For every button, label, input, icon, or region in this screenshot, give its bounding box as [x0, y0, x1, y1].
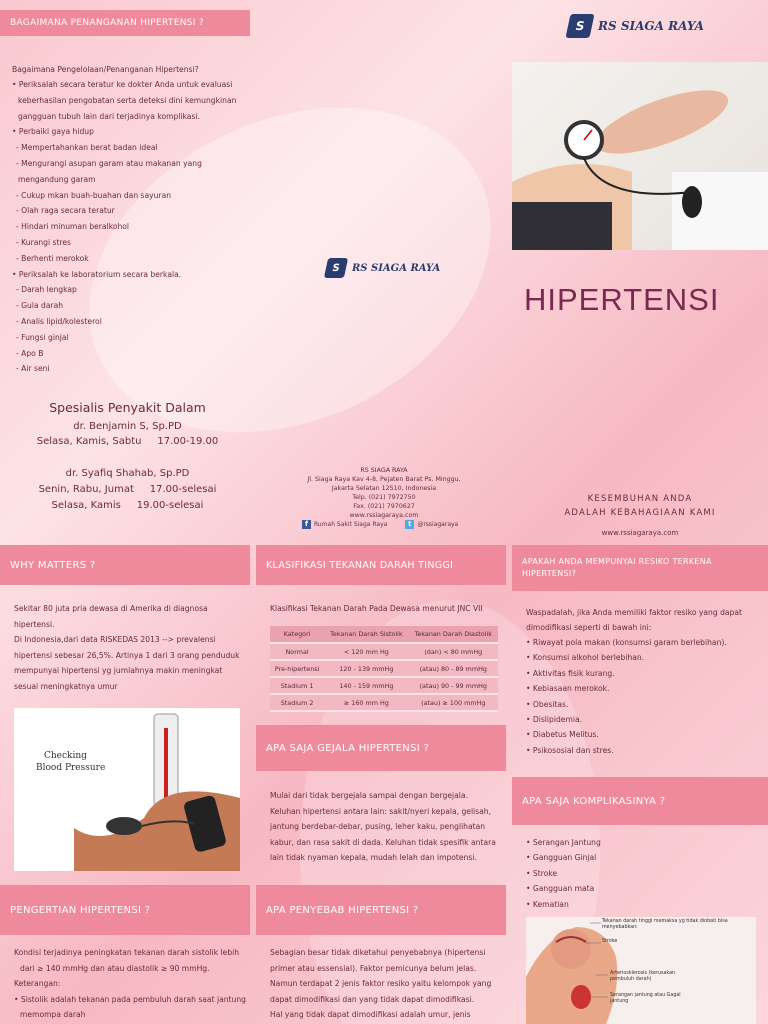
- telephone: Telp. (021) 7972750: [352, 494, 416, 501]
- definition-line: memompa darah: [20, 1010, 86, 1019]
- definition-text: [14, 945, 254, 1023]
- penanganan-line: - Hindari minuman beralkohol: [16, 222, 130, 232]
- cause-line: Hal yang tidak dapat dimodifikasi adalah umur, jenis: [270, 1010, 471, 1019]
- complication-line: • Kematian: [526, 899, 569, 909]
- symptom-line: lain tidak nyaman kepala, mudah lelah dan impotensi.: [270, 853, 477, 862]
- complication-line: • Gangguan mata: [526, 884, 595, 894]
- why-line: Sekitar 80 juta pria dewasa di Amerika di diagnosa: [14, 604, 208, 613]
- table-cell: < 120 mm Hg: [324, 643, 408, 660]
- symptom-line: jantung berdebar-debar, pusing, leher kaku, penglihatan: [270, 822, 486, 831]
- doctor-1: dr. Benjamin S, Sp.PD: [73, 421, 182, 432]
- section-band-penyebab: APA PENYEBAB HIPERTENSI ?: [256, 885, 506, 935]
- risk-line: • Psikososial dan stres.: [526, 745, 614, 755]
- intro: Bagaimana Pengelolaan/Penanganan Hipertensi?: [12, 65, 199, 74]
- table-header: Tekanan Darah Sistolik: [324, 626, 408, 643]
- penanganan-line: - Mengurangi asupan garam atau makanan yang: [16, 158, 202, 168]
- logo-middle: S RS SIAGA RAYA: [326, 258, 440, 278]
- table-cell: (atau) 80 - 89 mmHg: [409, 660, 498, 677]
- table-header: Tekanan Darah Diastolik: [409, 626, 498, 643]
- cause-text: [270, 945, 510, 1023]
- risk-line: • Konsumsi alkohol berlebihan.: [526, 653, 645, 663]
- definition-line: Keterangan:: [14, 979, 61, 988]
- penanganan-line: - Gula darah: [16, 301, 64, 311]
- right-top-panel: [512, 0, 768, 540]
- risk-line: • Diabetus Melitus.: [526, 730, 599, 740]
- section-band-pengertian: PENGERTIAN HIPERTENSI ?: [0, 885, 250, 935]
- social-row: [302, 520, 458, 529]
- table-cell: Normal: [270, 643, 324, 660]
- section-band-klasifikasi: KLASIFIKASI TEKANAN DARAH TINGGI: [256, 545, 506, 585]
- fax: Fax. (021) 7970627: [353, 503, 415, 510]
- checking-bp-image: [14, 708, 240, 871]
- diagram-label-3: Arteriosklerosis (kerusakan pembuluh darah): [610, 971, 676, 982]
- cause-line: Namun terdapat 2 jenis faktor resiko yaitu kelompok yang: [270, 979, 492, 988]
- left-top-panel: [0, 0, 255, 540]
- diagram-label-1: Tekanan darah tinggi memaksa yg tidak diobati bisa menyebabkan:: [602, 919, 728, 930]
- complication-diagram: [526, 917, 756, 1024]
- address-line-1: Jl. Siaga Raya Kav 4-8, Pejaten Barat Ps. Minggu,: [307, 476, 461, 483]
- penanganan-line: • Perbaiki gaya hidup: [12, 127, 94, 137]
- complication-line: • Serangan Jantung: [526, 838, 601, 847]
- symptom-line: kabur, dan rasa sakit di dada. Keluhan tidak spesifik antara: [270, 837, 496, 847]
- tagline-2: ADALAH KEBAHAGIAAN KAMI: [564, 508, 716, 518]
- middle-top-panel: [256, 0, 512, 540]
- tagline-1: KESEMBUHAN ANDA: [587, 494, 693, 504]
- caption-2: Blood Pressure: [36, 763, 106, 773]
- doctor-1-schedule: Selasa, Kamis, Sabtu 17.00-19.00: [36, 436, 219, 447]
- complication-line: • Stroke: [526, 868, 558, 878]
- table-cell: 140 - 159 mmHg: [324, 677, 408, 694]
- complication-list: [526, 835, 766, 912]
- table-cell: (dan) < 80 mmHg: [409, 643, 498, 660]
- why-line: hipertensi.: [14, 619, 55, 629]
- left-bottom-panel: [0, 545, 255, 1024]
- risk-intro-1: Waspadalah, jika Anda memiliki faktor resiko yang dapat: [526, 608, 743, 617]
- definition-line: dari ≥ 140 mmHg dan atau diastolik ≥ 90 mmHg.: [20, 963, 210, 973]
- table-cell: Pre-hipertensi: [270, 660, 324, 677]
- section-band-penanganan: BAGAIMANA PENANGANAN HIPERTENSI ?: [0, 10, 250, 36]
- penanganan-line: - Kurangi stres: [16, 237, 72, 247]
- table-header: Kategori: [270, 626, 324, 643]
- tagline: [512, 492, 768, 540]
- penanganan-line: keberhasilan pengobatan serta deteksi dini kemungkinan: [18, 95, 237, 105]
- penanganan-line: - Mempertahankan berat badan ideal: [16, 143, 158, 153]
- why-line: sesuai meningkatnya umur: [14, 681, 118, 691]
- penanganan-line: - Air seni: [16, 364, 50, 374]
- table-row: [270, 694, 498, 711]
- risk-line: • Kebiasaan merokok.: [526, 684, 610, 694]
- table-title: Klasifikasi Tekanan Darah Pada Dewasa menurut JNC VII: [270, 604, 483, 613]
- address-title: RS SIAGA RAYA: [360, 467, 408, 474]
- caption-1: Checking: [44, 751, 87, 761]
- risk-line: • Obesitas.: [526, 699, 569, 709]
- penanganan-line: - Fungsi ginjal: [16, 332, 69, 342]
- risk-intro-2: dimodifikasi seperti di bawah ini:: [526, 623, 652, 632]
- right-bottom-panel: [512, 545, 768, 1024]
- definition-line: • Sistolik adalah tekanan pada pembuluh darah saat jantung: [14, 994, 246, 1004]
- penanganan-text: [12, 62, 252, 377]
- risk-text: [526, 605, 766, 758]
- penanganan-line: - Analis lipid/kolesterol: [16, 316, 102, 326]
- section-band-resiko: APAKAH ANDA MEMPUNYAI RESIKO TERKENA HIPERTENSI?: [512, 545, 768, 591]
- section-band-komplikasi: APA SAJA KOMPLIKASINYA ?: [512, 777, 768, 825]
- table-cell: Stadium 1: [270, 677, 324, 694]
- address-block: [256, 466, 512, 520]
- table-row: [270, 660, 498, 677]
- address-line-2: Jakarta Selatan 12510, Indonesia: [331, 485, 437, 492]
- section-band-why: WHY MATTERS ?: [0, 545, 250, 585]
- table-cell: (atau) 90 - 99 mmHg: [409, 677, 498, 694]
- risk-line: • Dislipidemia.: [526, 715, 583, 725]
- cause-line: Sebagian besar tidak diketahui penyebabnya (hipertensi: [270, 948, 486, 957]
- table-cell: ≥ 160 mm Hg: [324, 694, 408, 711]
- why-line: hipertensi sebesar 26,5%. Artinya 1 dari 3 orang penduduk: [14, 650, 240, 660]
- logo-right: S RS SIAGA RAYA: [568, 14, 704, 38]
- doctor-2-schedule-1: Senin, Rabu, Jumat 17.00-selesai: [38, 484, 217, 495]
- penanganan-line: gangguan tubuh lain dari terjadinya komplikasi.: [18, 111, 200, 121]
- table-row: [270, 643, 498, 660]
- symptom-text: [270, 788, 510, 866]
- definition-line: Kondisi terjadinya peningkatan tekanan darah sistolik lebih: [14, 948, 240, 957]
- table-cell: (atau) ≥ 100 mmHg: [409, 694, 498, 711]
- logo-mark-icon: S: [324, 258, 348, 278]
- symptom-line: Mulai dari tidak bergejala sampai dengan bergejala.: [270, 791, 468, 800]
- penanganan-line: - Cukup mkan buah-buahan dan sayuran: [16, 190, 172, 200]
- specialist-block: [0, 400, 255, 514]
- website: www.rssiagaraya.com: [349, 512, 419, 519]
- middle-bottom-panel: [256, 545, 512, 1024]
- diagram-label-2: Stroke: [602, 939, 618, 944]
- risk-line: • Riwayat pola makan (konsumsi garam berlebihan).: [526, 638, 727, 647]
- main-title: HIPERTENSI: [524, 282, 720, 317]
- website-right: www.rssiagaraya.com: [601, 529, 679, 537]
- penanganan-line: - Berhenti merokok: [16, 253, 89, 263]
- penanganan-line: - Apo B: [16, 348, 44, 358]
- section-band-gejala: APA SAJA GEJALA HIPERTENSI ?: [256, 725, 506, 771]
- why-line: Di Indonesia,dari data RISKEDAS 2013 --> prevalensi: [14, 635, 216, 644]
- cause-line: primer atau essensial). Faktor pemicunya belum jelas.: [270, 963, 477, 973]
- penanganan-line: mengandung garam: [18, 174, 96, 184]
- table-row: [270, 677, 498, 694]
- why-text: [14, 601, 254, 694]
- logo-mark-icon: S: [565, 14, 594, 38]
- table-cell: 120 - 139 mmHg: [324, 660, 408, 677]
- complication-line: • Gangguan Ginjal: [526, 853, 597, 863]
- facebook-link[interactable]: f Rumah Sakit Siaga Raya: [302, 520, 387, 529]
- penanganan-line: - Olah raga secara teratur: [16, 206, 115, 216]
- twitter-link[interactable]: t @rssiagaraya: [405, 520, 458, 529]
- symptom-line: Keluhan hipertensi antara lain: sakit/nyeri kepala, gelisah,: [270, 806, 492, 816]
- diagram-label-4: Serangan jantung atau Gagal jantung: [610, 993, 681, 1004]
- blood-pressure-photo: [512, 62, 768, 250]
- facebook-icon: f: [302, 520, 311, 529]
- penanganan-line: • Periksalah ke laboratorium secara berkala.: [12, 269, 182, 279]
- table-cell: Stadium 2: [270, 694, 324, 711]
- penanganan-line: • Periksalah secara teratur ke dokter Anda untuk evaluasi: [12, 80, 233, 89]
- doctor-2-schedule-2: Selasa, Kamis 19.00-selesai: [51, 500, 204, 511]
- risk-line: • Aktivitas fisik kurang.: [526, 668, 615, 678]
- doctor-2: dr. Syafiq Shahab, Sp.PD: [65, 468, 190, 479]
- cause-line: dapat dimodifikasi dan yang tidak dapat dimodifikasi.: [270, 994, 475, 1004]
- penanganan-line: - Darah lengkap: [16, 285, 77, 295]
- classification-table: [270, 626, 498, 712]
- twitter-icon: t: [405, 520, 414, 529]
- why-line: mempunyai hipertensi yg jumlahnya makin meningkat: [14, 666, 223, 675]
- specialist-title: Spesialis Penyakit Dalam: [49, 400, 206, 415]
